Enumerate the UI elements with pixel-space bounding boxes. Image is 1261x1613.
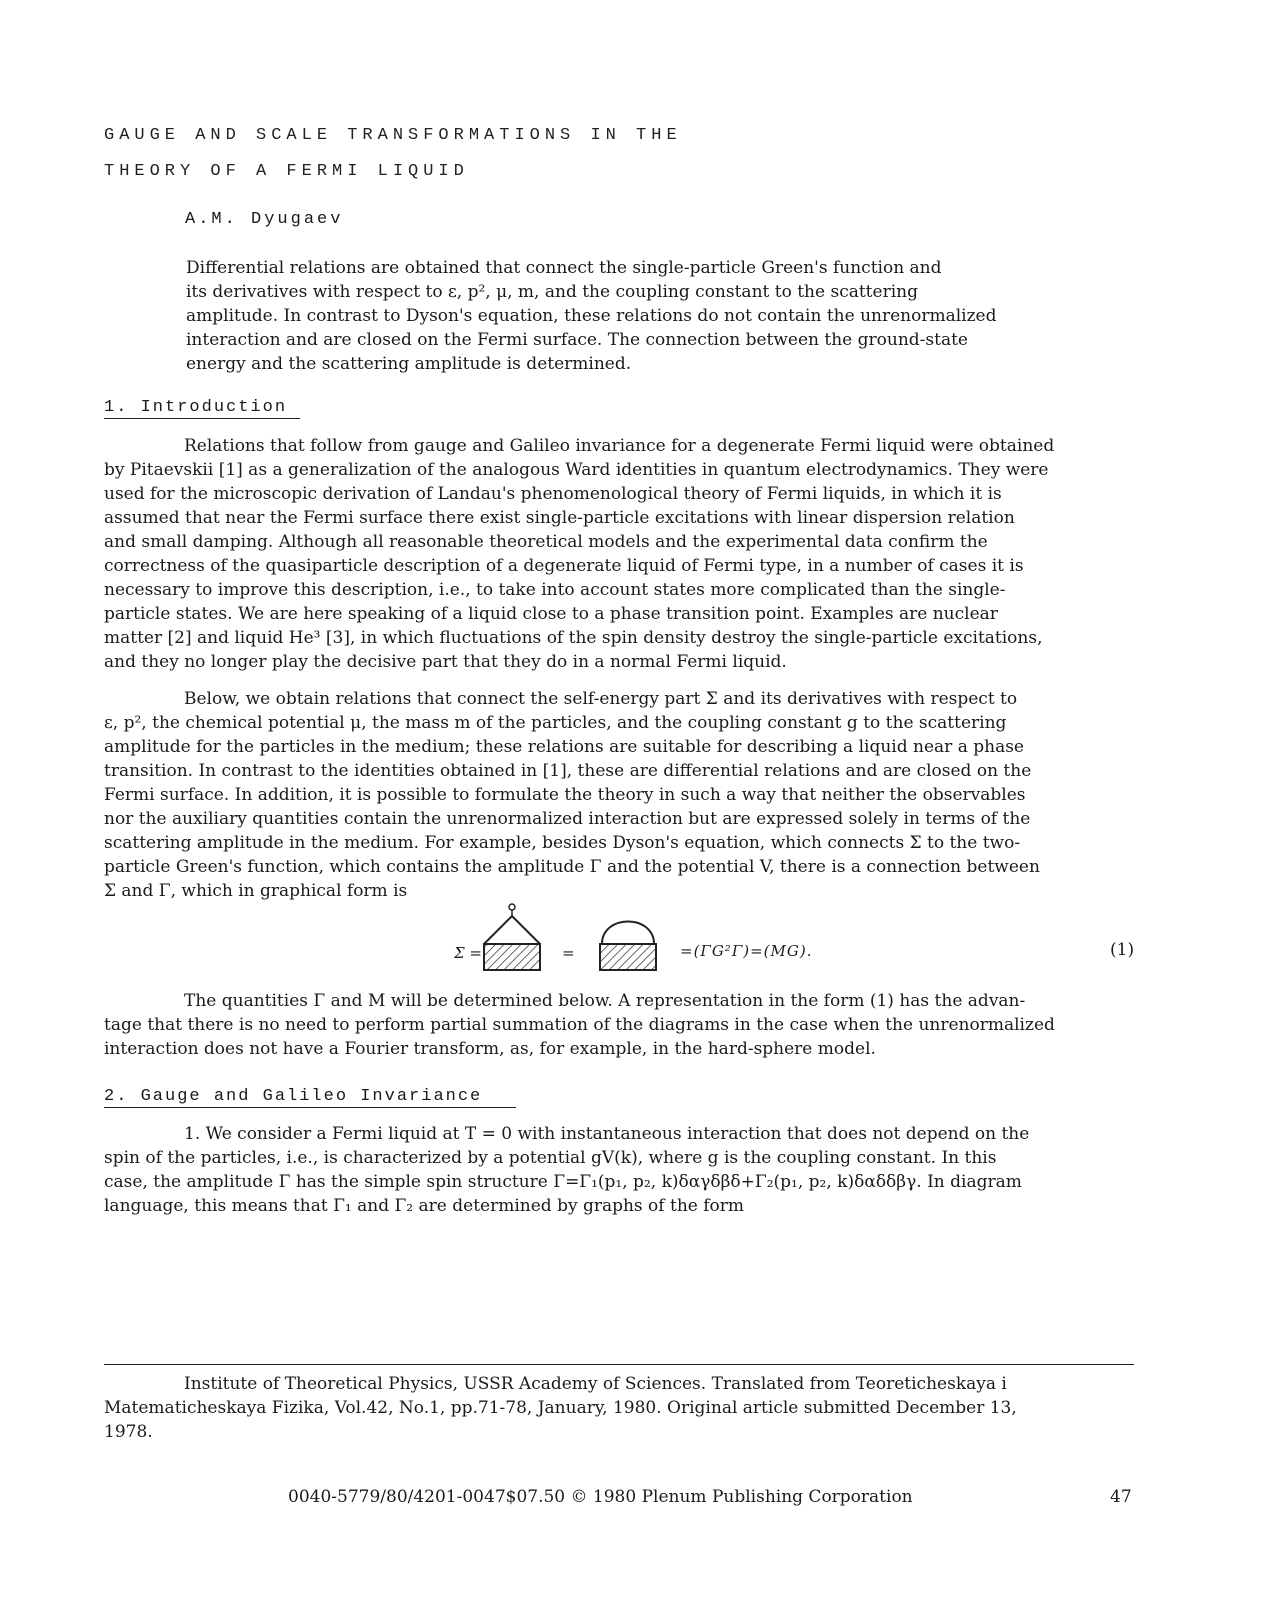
abstract-line: amplitude. In contrast to Dyson's equation, these relations do not contain the unrenormalized	[186, 306, 997, 326]
article-title-line-2: THEORY OF A FERMI LIQUID	[104, 162, 469, 181]
text-line: amplitude for the particles in the medium; these relations are suitable for describing a liquid near a phase	[104, 737, 1024, 757]
text-line: Fermi surface. In addition, it is possible to formulate the theory in such a way that neither the observables	[104, 785, 1026, 805]
footnote-divider	[104, 1364, 1134, 1365]
abstract-line: energy and the scattering amplitude is determined.	[186, 354, 632, 374]
feynman-diagram-triangle	[480, 900, 546, 974]
text-line: Σ and Γ, which in graphical form is	[104, 881, 408, 901]
text-line: nor the auxiliary quantities contain the unrenormalized interaction but are expressed solely in terms of the	[104, 809, 1031, 829]
footnote-line: Institute of Theoretical Physics, USSR Academy of Sciences. Translated from Teoreticheskaya i	[184, 1374, 1007, 1394]
text-line: necessary to improve this description, i.e., to take into account states more complicated than the single-	[104, 580, 1006, 600]
text-line: Below, we obtain relations that connect the self-energy part Σ and its derivatives with respect to	[184, 689, 1018, 709]
text-line: tage that there is no need to perform partial summation of the diagrams in the case when the unrenormalized	[104, 1015, 1055, 1035]
abstract-line: its derivatives with respect to ε, p², μ, m, and the coupling constant to the scattering	[186, 282, 918, 302]
abstract-line: interaction and are closed on the Fermi surface. The connection between the ground-state	[186, 330, 968, 350]
publication-code: 0040-5779/80/4201-0047$07.50 © 1980 Plenum Publishing Corporation	[288, 1487, 913, 1507]
article-title-line-1: GAUGE AND SCALE TRANSFORMATIONS IN THE	[104, 126, 682, 145]
text-line: by Pitaevskii [1] as a generalization of the analogous Ward identities in quantum electrodynamics. They were	[104, 460, 1049, 480]
page-number: 47	[1110, 1487, 1132, 1507]
abstract-line: Differential relations are obtained that connect the single-particle Green's function and	[186, 258, 942, 278]
text-line: correctness of the quasiparticle description of a degenerate liquid of Fermi type, in a number of cases it is	[104, 556, 1024, 576]
text-line: used for the microscopic derivation of Landau's phenomenological theory of Fermi liquids, in which it is	[104, 484, 1002, 504]
author-name: A.M. Dyugaev	[185, 210, 344, 229]
text-line: scattering amplitude in the medium. For example, besides Dyson's equation, which connects Σ to the two-	[104, 833, 1021, 853]
equation-1	[0, 900, 1261, 980]
text-line: case, the amplitude Γ has the simple spin structure Γ=Γ₁(p₁, p₂, k)δαγδβδ+Γ₂(p₁, p₂, k)δαδδβγ. In diagram	[104, 1172, 1022, 1192]
feynman-diagram-loop	[596, 906, 662, 974]
text-line: assumed that near the Fermi surface there exist single-particle excitations with linear dispersion relation	[104, 508, 1015, 528]
footnote	[104, 1372, 1134, 1444]
text-line: and small damping. Although all reasonable theoretical models and the experimental data confirm the	[104, 532, 988, 552]
text-line: transition. In contrast to the identities obtained in [1], these are differential relations and are closed on the	[104, 761, 1032, 781]
text-line: The quantities Γ and M will be determined below. A representation in the form (1) has the advan-	[184, 991, 1026, 1011]
text-line: spin of the particles, i.e., is characterized by a potential gV(k), where g is the coupling constant. In this	[104, 1148, 997, 1168]
equation-equals: =	[562, 944, 575, 962]
abstract	[186, 256, 1086, 376]
intro-paragraph-3	[104, 989, 1134, 1061]
intro-paragraph-2	[104, 687, 1134, 903]
text-line: ε, p², the chemical potential μ, the mass m of the particles, and the coupling constant g to the scattering	[104, 713, 1007, 733]
intro-paragraph-1	[104, 434, 1134, 674]
footnote-line: Matematicheskaya Fizika, Vol.42, No.1, pp.71-78, January, 1980. Original article submitted December 13,	[104, 1398, 1017, 1418]
footnote-line: 1978.	[104, 1422, 153, 1442]
section-heading-gauge-invariance: 2. Gauge and Galileo Invariance	[104, 1087, 516, 1108]
equation-lhs: Σ =	[454, 944, 482, 962]
text-line: particle states. We are here speaking of a liquid close to a phase transition point. Examples are nuclear	[104, 604, 998, 624]
equation-rhs: =(ΓG²Γ)=(MG).	[680, 942, 813, 960]
text-line: interaction does not have a Fourier transform, as, for example, in the hard-sphere model.	[104, 1039, 876, 1059]
section-heading-introduction: 1. Introduction	[104, 398, 300, 419]
equation-number: (1)	[1110, 940, 1135, 960]
text-line: Relations that follow from gauge and Galileo invariance for a degenerate Fermi liquid were obtained	[184, 436, 1055, 456]
text-line: 1. We consider a Fermi liquid at T = 0 with instantaneous interaction that does not depend on the	[184, 1124, 1030, 1144]
text-line: language, this means that Γ₁ and Γ₂ are determined by graphs of the form	[104, 1196, 745, 1216]
section2-paragraph-1	[104, 1122, 1134, 1218]
text-line: particle Green's function, which contains the amplitude Γ and the potential V, there is a connection between	[104, 857, 1040, 877]
text-line: matter [2] and liquid He³ [3], in which fluctuations of the spin density destroy the single-particle excitations,	[104, 628, 1043, 648]
text-line: and they no longer play the decisive part that they do in a normal Fermi liquid.	[104, 652, 787, 672]
